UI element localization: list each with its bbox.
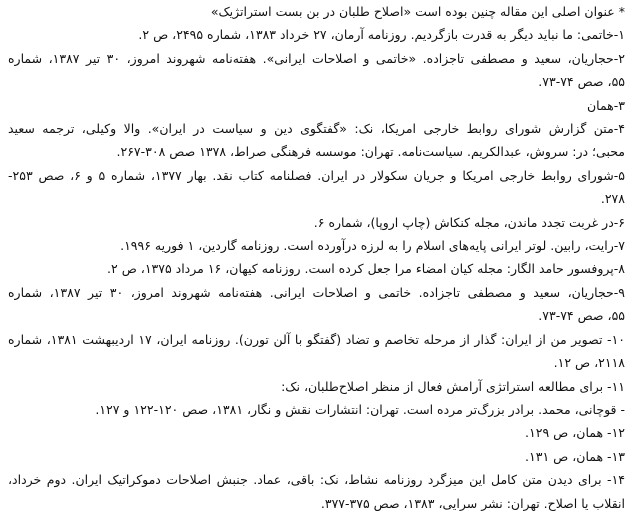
- document-text-line: ۶-در غربت تجدد ماندن، مجله کنکاش (چاپ اروپا)، شماره ۶.: [313, 214, 625, 230]
- document-text-line: ۴-متن گزارش شورای روابط خارجی امریکا، نک: «گفتگوی دین و سیاست در ایران». والا وکیلی، ترجمه سعید: [8, 121, 625, 137]
- document-text-line: ۱-خاتمی: ما نباید دیگر به قدرت بازگردیم. روزنامه آرمان، ۲۷ خرداد ۱۳۸۳، شماره ۲۴۹۵، ص ۲.: [138, 27, 625, 43]
- document-text-line: ۸-پروفسور حامد الگار: مجله کیان امضاء مرا جعل کرده است. روزنامه کیهان، ۱۶ مرداد ۱۳۷۵، ص ۲.: [107, 261, 625, 277]
- document-text-line: ۹-حجاریان، سعید و مصطفی تاجزاده. خاتمی و اصلاحات ایرانی. هفته‌نامه شهروند امروز، ۳۰ تیر ۱۳۸۷، شماره: [8, 284, 625, 300]
- document-text-line: انقلاب یا اصلاح. تهران: نشر سرایی، ۱۳۸۳، صص ۳۷۵-۳۷۷.: [320, 495, 625, 511]
- document-text-line: محبی؛ در: سروش، عبدالکریم. سیاست‌نامه. تهران: موسسه فرهنگی صراط، ۱۳۷۸ صص ۳۰۸-۲۶۷.: [116, 144, 625, 160]
- document-text-line: ۲۷۸.: [600, 191, 625, 207]
- document-text-line: ۵۵، صص ۷۴-۷۳.: [538, 308, 625, 324]
- document-text-line: ۵-شورای روابط خارجی امریکا و جریان سکولار در ایران. فصلنامه کتاب نقد. بهار ۱۳۷۷، شماره ۵ و ۶، صص ۲۵۳-: [8, 167, 625, 183]
- document-text-line: ۳-همان: [586, 97, 625, 113]
- document-text-line: ۷-رایت، رابین. لوتر ایرانی پایه‌های اسلام را به لرزه درآورده است. روزنامه گاردین، ۱ فوریه ۱۹۹۶.: [120, 238, 625, 254]
- document-text-line: ۱۲- همان، ص ۱۲۹.: [525, 425, 625, 441]
- document-text-line: ۲-حجاریان، سعید و مصطفی تاجزاده. «خاتمی و اصلاحات ایرانی». هفته‌نامه شهروند امروز، ۳۰ تیر ۱۳۸۷، شماره: [8, 50, 625, 66]
- document-text-line: ۱۴- برای دیدن متن کامل این میزگرد روزنامه نشاط، نک: باقی، عماد. جنبش اصلاحات دموکراتیک ایران. دوم خرداد،: [8, 472, 625, 488]
- document-text-line: ۱۰- تصویر من از ایران: گذار از مرحله تخاصم و تضاد (گفتگو با آلن تورن). روزنامه ایران، ۱۷ اردیبهشت ۱۳۸۱، شماره: [8, 331, 625, 347]
- document-text-line: * عنوان اصلی این مقاله چنین بوده است «اصلاح طلبان در بن بست استراتژیک»: [210, 4, 625, 19]
- document-text-line: ۱۳- همان، ص ۱۳۱.: [525, 448, 625, 464]
- document-text-line: ۲۱۱۸، ص ۱۲.: [553, 355, 625, 371]
- document-text-line: ۵۵، صص ۷۴-۷۳.: [538, 74, 625, 90]
- document-text-line: - قوچانی، محمد. برادر بزرگ‌تر مرده است. تهران: انتشارات نقش و نگار، ۱۳۸۱، صص ۱۲۰-۱۲۲ و ۱۲۷.: [95, 401, 625, 417]
- document-text-line: ۱۱- برای مطالعه استراتژی آرامش فعال از منظر اصلاح‌طلبان، نک:: [281, 378, 625, 394]
